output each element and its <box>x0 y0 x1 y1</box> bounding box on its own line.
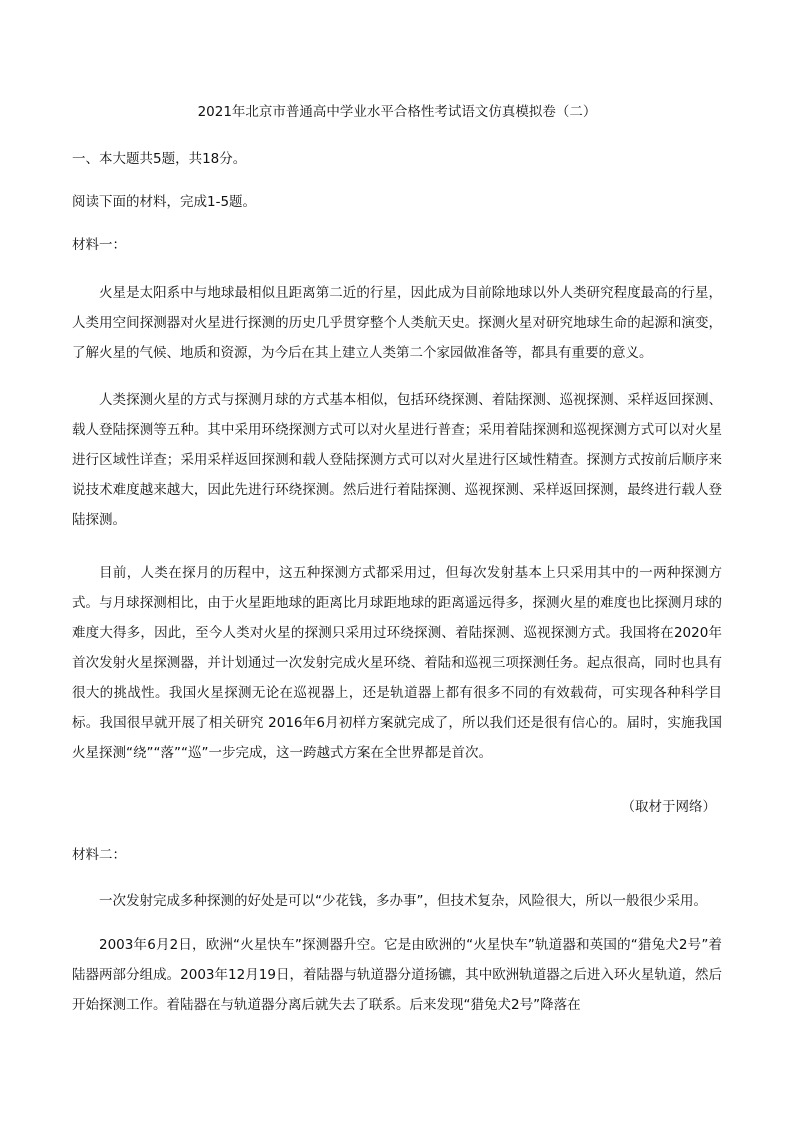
material-one-source: （取材于网络） <box>621 799 716 815</box>
section-heading: 一、本大题共5题，共18分。 <box>72 151 247 167</box>
material-one-paragraph-1: 火星是太阳系中与地球最相似且距离第二近的行星，因此成为目前除地球以外人类研究程度最高的行星，人类用空间探测器对火星进行探测的历史几乎贯穿整个人类航天史。探测火星对研究地球生命的起源和演变，了解火星的气候、地质和资源，为今后在其上建立人类第二个家园做准备等，都具有重要的意义。 <box>72 285 722 361</box>
material-one-paragraph-2: 人类探测火星的方式与探测月球的方式基本相似，包括环绕探测、着陆探测、巡视探测、采样返回探测、载人登陆探测等五种。其中采用环绕探测方式可以对火星进行普查；采用着陆探测和巡视探测方式可以对火星进行区域性详查；采用采样返回探测和载人登陆探测方式可以对火星进行区域性精查。探测方式按前后顺序来说技术难度越来越大，因此先进行环绕探测。然后进行着陆探测、巡视探测、采样返回探测，最终进行载人登陆探测。 <box>72 392 722 528</box>
material-two-paragraph-2: 2003年6月2日，欧洲“火星快车”探测器升空。它是由欧洲的“火星快车”轨道器和英国的“猎兔犬2号”着陆器两部分组成。2003年12月19日，着陆器与轨道器分道扬镳，其中欧洲轨道器之后进入环火星轨道，然后开始探测工作。着陆器在与轨道器分离后就失去了联系。后来发现“猎兔犬2号”降落在 <box>72 937 722 1013</box>
reading-instruction: 阅读下面的材料，完成1-5题。 <box>72 194 257 210</box>
exam-title: 2021年北京市普通高中学业水平合格性考试语文仿真模拟卷（二） <box>197 104 597 120</box>
material-two-paragraph-1: 一次发射完成多种探测的好处是可以“少花钱，多办事”，但技术复杂，风险很大，所以一般很少采用。 <box>99 893 707 909</box>
material-two-label: 材料二： <box>72 847 126 863</box>
material-one-label: 材料一： <box>72 237 126 253</box>
material-one-paragraph-3: 目前，人类在探月的历程中，这五种探测方式都采用过，但每次发射基本上只采用其中的一两种探测方式。与月球探测相比，由于火星距地球的距离比月球距地球的距离遥远得多，探测火星的难度也比探测月球的难度大得多，因此，至今人类对火星的探测只采用过环绕探测、着陆探测、巡视探测方式。我国将在2020年首次发射火星探测器，并计划通过一次发射完成火星环绕、着陆和巡视三项探测任务。起点很高，同时也具有很大的挑战性。我国火星探测无论在巡视器上，还是轨道器上都有很多不同的有效载荷，可实现各种科学目标。我国很早就开展了相关研究 2016年6月初样方案就完成了，所以我们还是很有信心的。届时，实施我国火星探测“绕”“落”“巡”一步完成，这一跨越式方案在全世界都是首次。 <box>72 565 722 761</box>
